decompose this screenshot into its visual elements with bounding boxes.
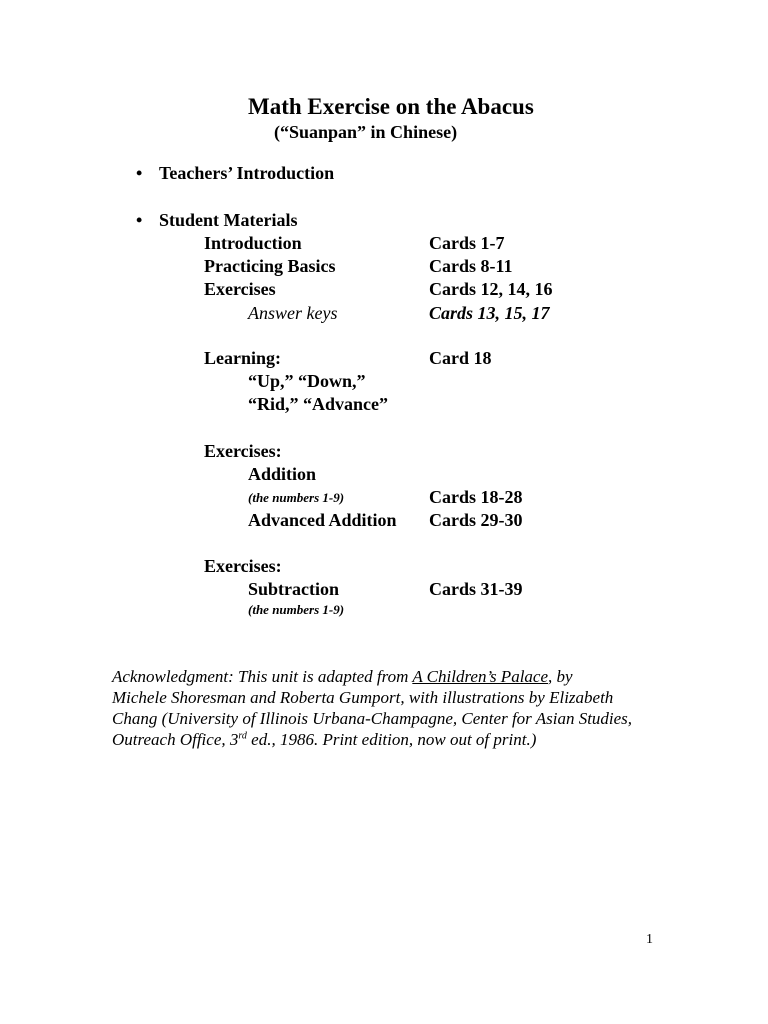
addition-note: (the numbers 1-9) bbox=[248, 490, 345, 505]
exercises-heading: Exercises: bbox=[204, 556, 282, 576]
subtraction-topic: Subtraction bbox=[248, 579, 340, 599]
subtraction-note: (the numbers 1-9) bbox=[248, 602, 345, 617]
addition-cards: Cards 18-28 bbox=[429, 487, 523, 507]
answer-keys-cards: Cards 13, 15, 17 bbox=[429, 303, 550, 323]
acknowledgment bbox=[112, 666, 672, 750]
ack-prefix: Acknowledgment: This unit is adapted from bbox=[112, 667, 413, 686]
ordinal-superscript: rd bbox=[238, 730, 247, 742]
acknowledgment-line bbox=[112, 666, 672, 687]
student-materials-item: Student Materials bbox=[159, 210, 298, 230]
ack-suffix: , by bbox=[548, 667, 573, 686]
material-name: Practicing Basics bbox=[204, 256, 336, 276]
page-subtitle: (“Suanpan” in Chinese) bbox=[274, 122, 458, 142]
material-cards: Cards 8-11 bbox=[429, 256, 513, 276]
learning-line: “Rid,” “Advance” bbox=[248, 394, 389, 414]
advanced-addition-label: Advanced Addition bbox=[248, 510, 397, 530]
ack-line4-suffix: ed., 1986. Print edition, now out of print.) bbox=[246, 730, 537, 749]
teachers-introduction-item: Teachers’ Introduction bbox=[159, 163, 335, 183]
material-name: Exercises bbox=[204, 279, 276, 299]
learning-cards: Card 18 bbox=[429, 348, 492, 368]
answer-keys-label: Answer keys bbox=[248, 303, 338, 323]
bullet-icon: • bbox=[136, 163, 143, 183]
material-cards: Cards 12, 14, 16 bbox=[429, 279, 553, 299]
book-title: A Children’s Palace bbox=[412, 667, 549, 686]
addition-topic: Addition bbox=[248, 464, 317, 484]
page-title: Math Exercise on the Abacus bbox=[248, 94, 534, 119]
exercises-heading: Exercises: bbox=[204, 441, 282, 461]
material-name: Introduction bbox=[204, 233, 302, 253]
learning-line: “Up,” “Down,” bbox=[248, 371, 366, 391]
learning-heading: Learning: bbox=[204, 348, 282, 368]
acknowledgment-line: Michele Shoresman and Roberta Gumport, with illustrations by Elizabeth bbox=[112, 688, 614, 707]
advanced-addition-cards: Cards 29-30 bbox=[429, 510, 523, 530]
bullet-icon: • bbox=[136, 210, 143, 230]
acknowledgment-line bbox=[112, 729, 672, 750]
subtraction-cards: Cards 31-39 bbox=[429, 579, 523, 599]
ack-line4-prefix: Outreach Office, 3 bbox=[112, 730, 239, 749]
page-number: 1 bbox=[646, 932, 653, 947]
material-cards: Cards 1-7 bbox=[429, 233, 505, 253]
acknowledgment-line: Chang (University of Illinois Urbana-Champagne, Center for Asian Studies, bbox=[112, 709, 633, 728]
